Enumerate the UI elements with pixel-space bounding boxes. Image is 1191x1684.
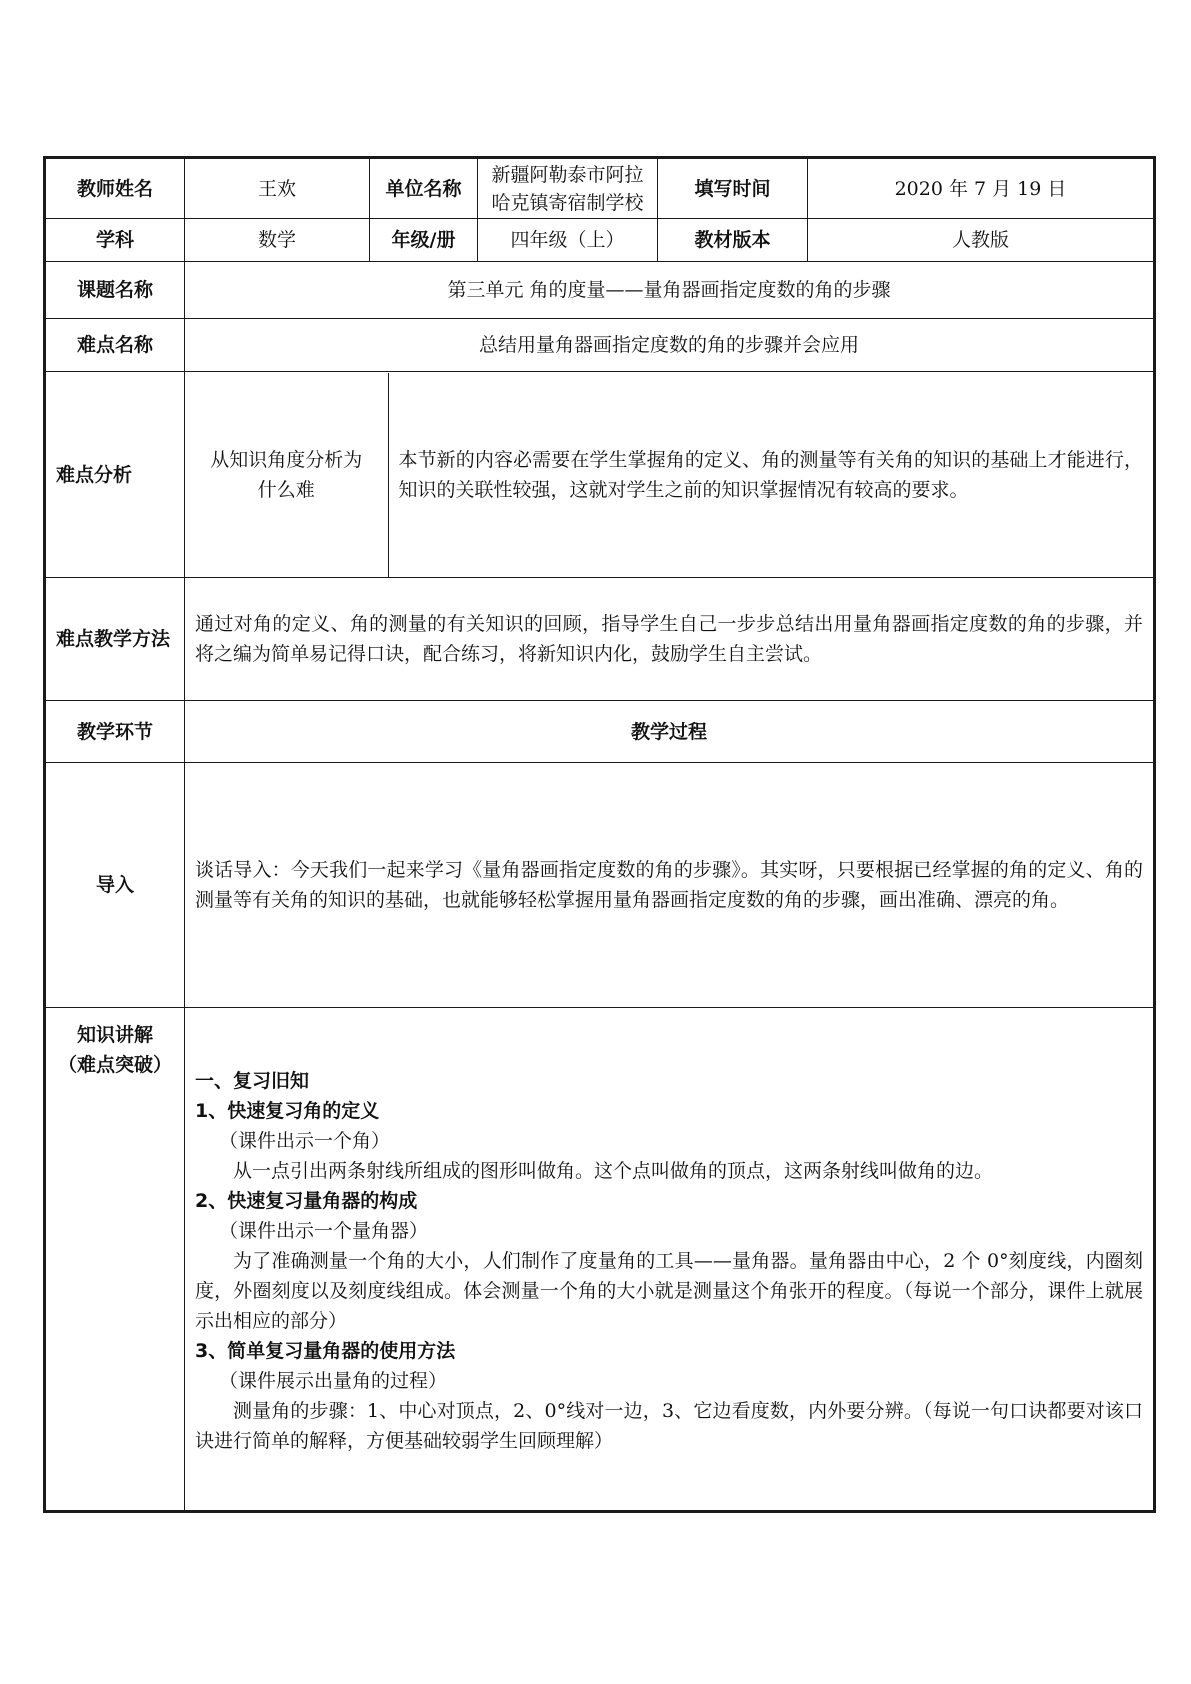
process-header-row: [45, 701, 1155, 763]
process-step-label: 教学环节: [45, 701, 185, 763]
analysis-label: 难点分析: [45, 372, 185, 578]
item1-note: （课件出示一个角）: [219, 1130, 391, 1152]
item3-note: （课件展示出量角的过程）: [219, 1370, 448, 1392]
item2-text: 为了准确测量一个角的大小，人们制作了度量角的工具——量角器。量角器由中心，2 个 0°刻度线，内圈刻度，外圈刻度以及刻度线组成。体会测量一个角的大小就是测量这个角张开的程度。（每说一个部分，课件上就展示出相应的部分）: [195, 1250, 1143, 1332]
difficulty-row: [45, 319, 1155, 372]
fill-date-label: 填写时间: [658, 158, 808, 219]
knowledge-label-line2: （难点突破）: [57, 1054, 172, 1076]
analysis-split: [185, 373, 1153, 577]
item2-title: 2、快速复习量角器的构成: [195, 1190, 418, 1212]
item2-note: （课件出示一个量角器）: [219, 1220, 429, 1242]
unit-name-value: 新疆阿勒泰市阿拉哈克镇寄宿制学校: [478, 158, 658, 219]
method-row: [45, 578, 1155, 701]
topic-value: 第三单元 角的度量——量角器画指定度数的角的步骤: [185, 262, 1155, 319]
fill-date-value: 2020 年 7 月 19 日: [808, 158, 1155, 219]
grade-label: 年级/册: [370, 219, 478, 262]
analysis-row: [45, 372, 1155, 578]
subject-value: 数学: [185, 219, 370, 262]
item3-text: 测量角的步骤：1、中心对顶点，2、0°线对一边，3、它边看度数，内外要分辨。（每说一句口诀都要对该口诀进行简单的解释，方便基础较弱学生回顾理解）: [195, 1400, 1143, 1452]
item3-title: 3、简单复习量角器的使用方法: [195, 1340, 456, 1362]
lesson-plan-table: [43, 156, 1156, 1513]
teacher-name-value: 王欢: [185, 158, 370, 219]
topic-label: 课题名称: [45, 262, 185, 319]
item1-text: 从一点引出两条射线所组成的图形叫做角。这个点叫做角的顶点，这两条射线叫做角的边。: [233, 1160, 994, 1182]
header-row-1: [45, 158, 1155, 219]
knowledge-label: [45, 1008, 185, 1512]
edition-value: 人教版: [808, 219, 1155, 262]
analysis-text: 本节新的内容必需要在学生掌握角的定义、角的测量等有关角的知识的基础上才能进行，知识的关联性较强，这就对学生之前的知识掌握情况有较高的要求。: [398, 448, 1143, 501]
process-label: 教学过程: [185, 701, 1155, 763]
method-label: 难点教学方法: [45, 578, 185, 701]
unit-name-label: 单位名称: [370, 158, 478, 219]
difficulty-label: 难点名称: [45, 319, 185, 372]
intro-row: [45, 763, 1155, 1008]
knowledge-label-line1: 知识讲解: [76, 1024, 153, 1046]
grade-value: 四年级（上）: [478, 219, 658, 262]
difficulty-value: 总结用量角器画指定度数的角的步骤并会应用: [185, 319, 1155, 372]
intro-text: 谈话导入：今天我们一起来学习《量角器画指定度数的角的步骤》。其实呀，只要根据已经掌握的角的定义、角的测量等有关角的知识的基础，也就能够轻松掌握用量角器画指定度数的角的步骤，画出准确、漂亮的角。: [185, 763, 1155, 1008]
knowledge-content: [185, 1008, 1155, 1512]
analysis-sub-label: 从知识角度分析为什么难: [185, 373, 388, 577]
item1-title: 1、快速复习角的定义: [195, 1100, 380, 1122]
subject-label: 学科: [45, 219, 185, 262]
method-text: 通过对角的定义、角的测量的有关知识的回顾，指导学生自己一步步总结出用量角器画指定度数的角的步骤，并将之编为简单易记得口诀，配合练习，将新知识内化，鼓励学生自主尝试。: [185, 578, 1155, 701]
intro-label: 导入: [45, 763, 185, 1008]
teacher-name-label: 教师姓名: [45, 158, 185, 219]
review-section-title: 一、复习旧知: [195, 1070, 310, 1092]
header-row-2: [45, 219, 1155, 262]
topic-row: [45, 262, 1155, 319]
edition-label: 教材版本: [658, 219, 808, 262]
knowledge-row: [45, 1008, 1155, 1512]
